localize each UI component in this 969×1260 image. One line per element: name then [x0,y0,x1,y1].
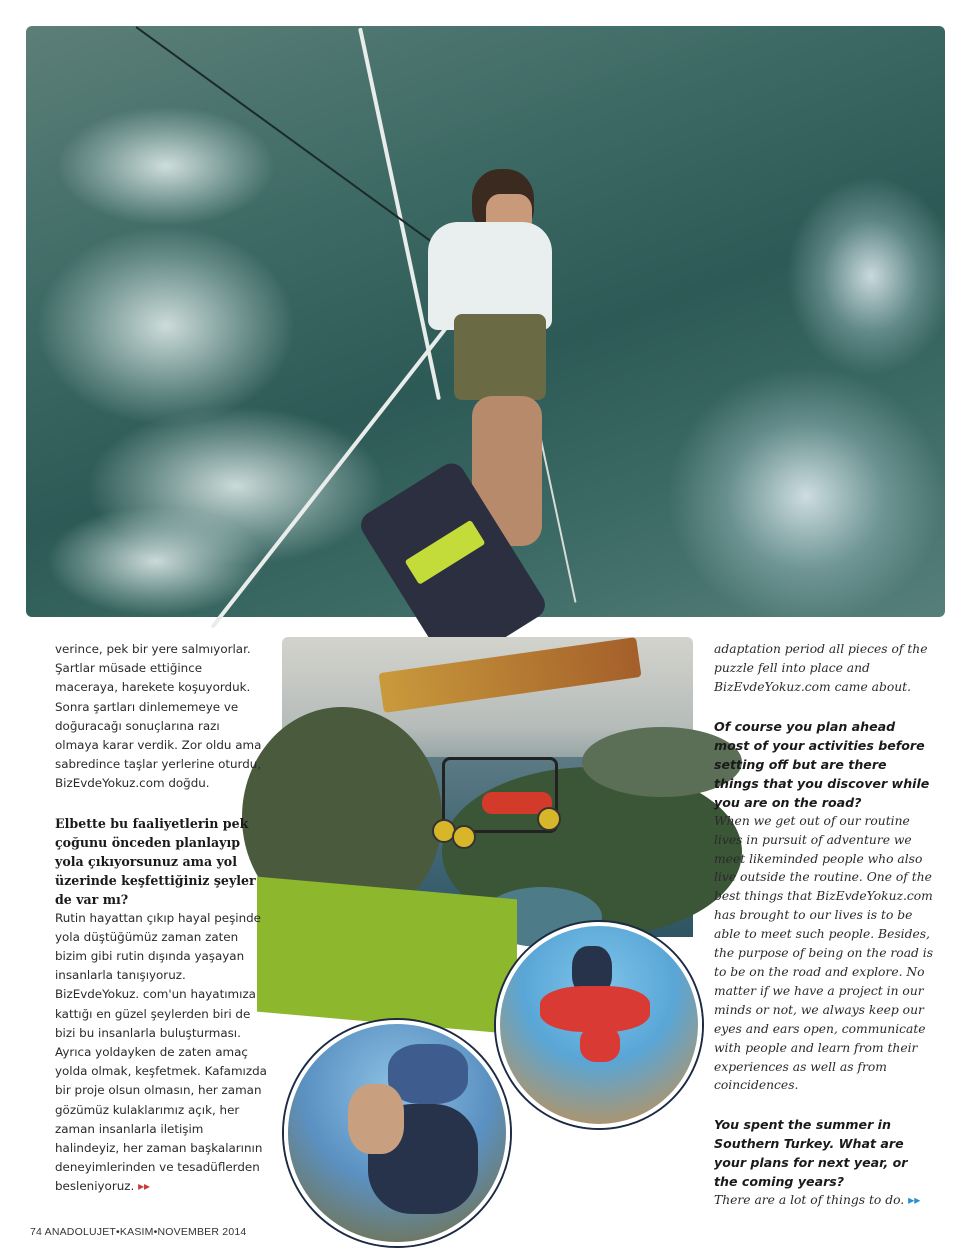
turkish-text-column [55,640,267,1197]
page-corner-icon: ◜ [952,65,958,81]
green-accent-band [257,877,517,1035]
english-question-2: You spent the summer in Southern Turkey. What are your plans for next year, or the coming years? [714,1117,908,1190]
tandem-skydive-photo [496,922,702,1128]
microlight-wing [378,637,641,713]
english-answer-1: When we get out of our routine lives in pursuit of adventure we meet likeminded people who also live outside the routine. One of the best things that BizEvdeYokuz.com has brought to our lives is to be able to meet such people. Besides, the purpose of being on the road is to be on the road and explore. No matter if we have a project in our minds or not, we always keep our eyes and ears open, communicate with people and learn from their experiences as well as from coincidences. [714,813,934,1093]
microlight-trike [422,737,572,847]
english-answer-2: There are a lot of things to do. [714,1193,905,1208]
turkish-question: Elbette bu faaliyetlerin pek çoğunu önceden planlayıp yola çıkıyorsunuz ama yol üzerinde keşfettiğiniz şeyler de var mı? [55,815,256,907]
english-paragraph: adaptation period all pieces of the puzzle fell into place and BizEvdeYokuz.com came about. [714,642,928,694]
turkish-answer: Rutin hayattan çıkıp hayal peşinde yola düştüğümüz zaman zaten bizim gibi rutin dışında yaşayan insanlarla tanışıyoruz. BizEvdeYokuz. com'un hayatımıza kattığı en güzel şeylerden biri de bizi bu insanlarla buluşturması. Ayrıca yoldayken de zaten amaç yolda olmak, keşfetmek. Kafamızda bir proje olsun olmasın, her zaman gözümüz kulaklarımız açık, her zaman insanlarla iletişim halindeyiz, her zaman başkalarının deneyimlerinden ve tesadüflerden besleniyoruz. [55,910,267,1194]
turkish-paragraph: verince, pek bir yere salmıyorlar. Şartlar müsade ettiğince maceraya, harekete koşuyorduk. Sonra şartları dinlememeye ve doğuracağı sonuçlarına razı olmaya karar verdik. Zor oldu ama sabredince taşlar yerlerine oturdu, BizEvdeYokuz.com doğdu. [55,642,262,791]
rider-shorts [454,314,546,400]
skydive-selfie-photo [284,1020,510,1246]
english-question-1: Of course you plan ahead most of your activities before setting off but are there things that you discover while you are on the road? [714,718,930,810]
continue-arrow-icon: ▸▸ [908,1192,921,1208]
continue-arrow-icon: ▸▸ [138,1179,150,1194]
kiteboarding-photo [26,26,958,617]
page-footer: 74 ANADOLUJET•KASIM•NOVEMBER 2014 [30,1226,247,1238]
english-text-column [714,640,934,1210]
